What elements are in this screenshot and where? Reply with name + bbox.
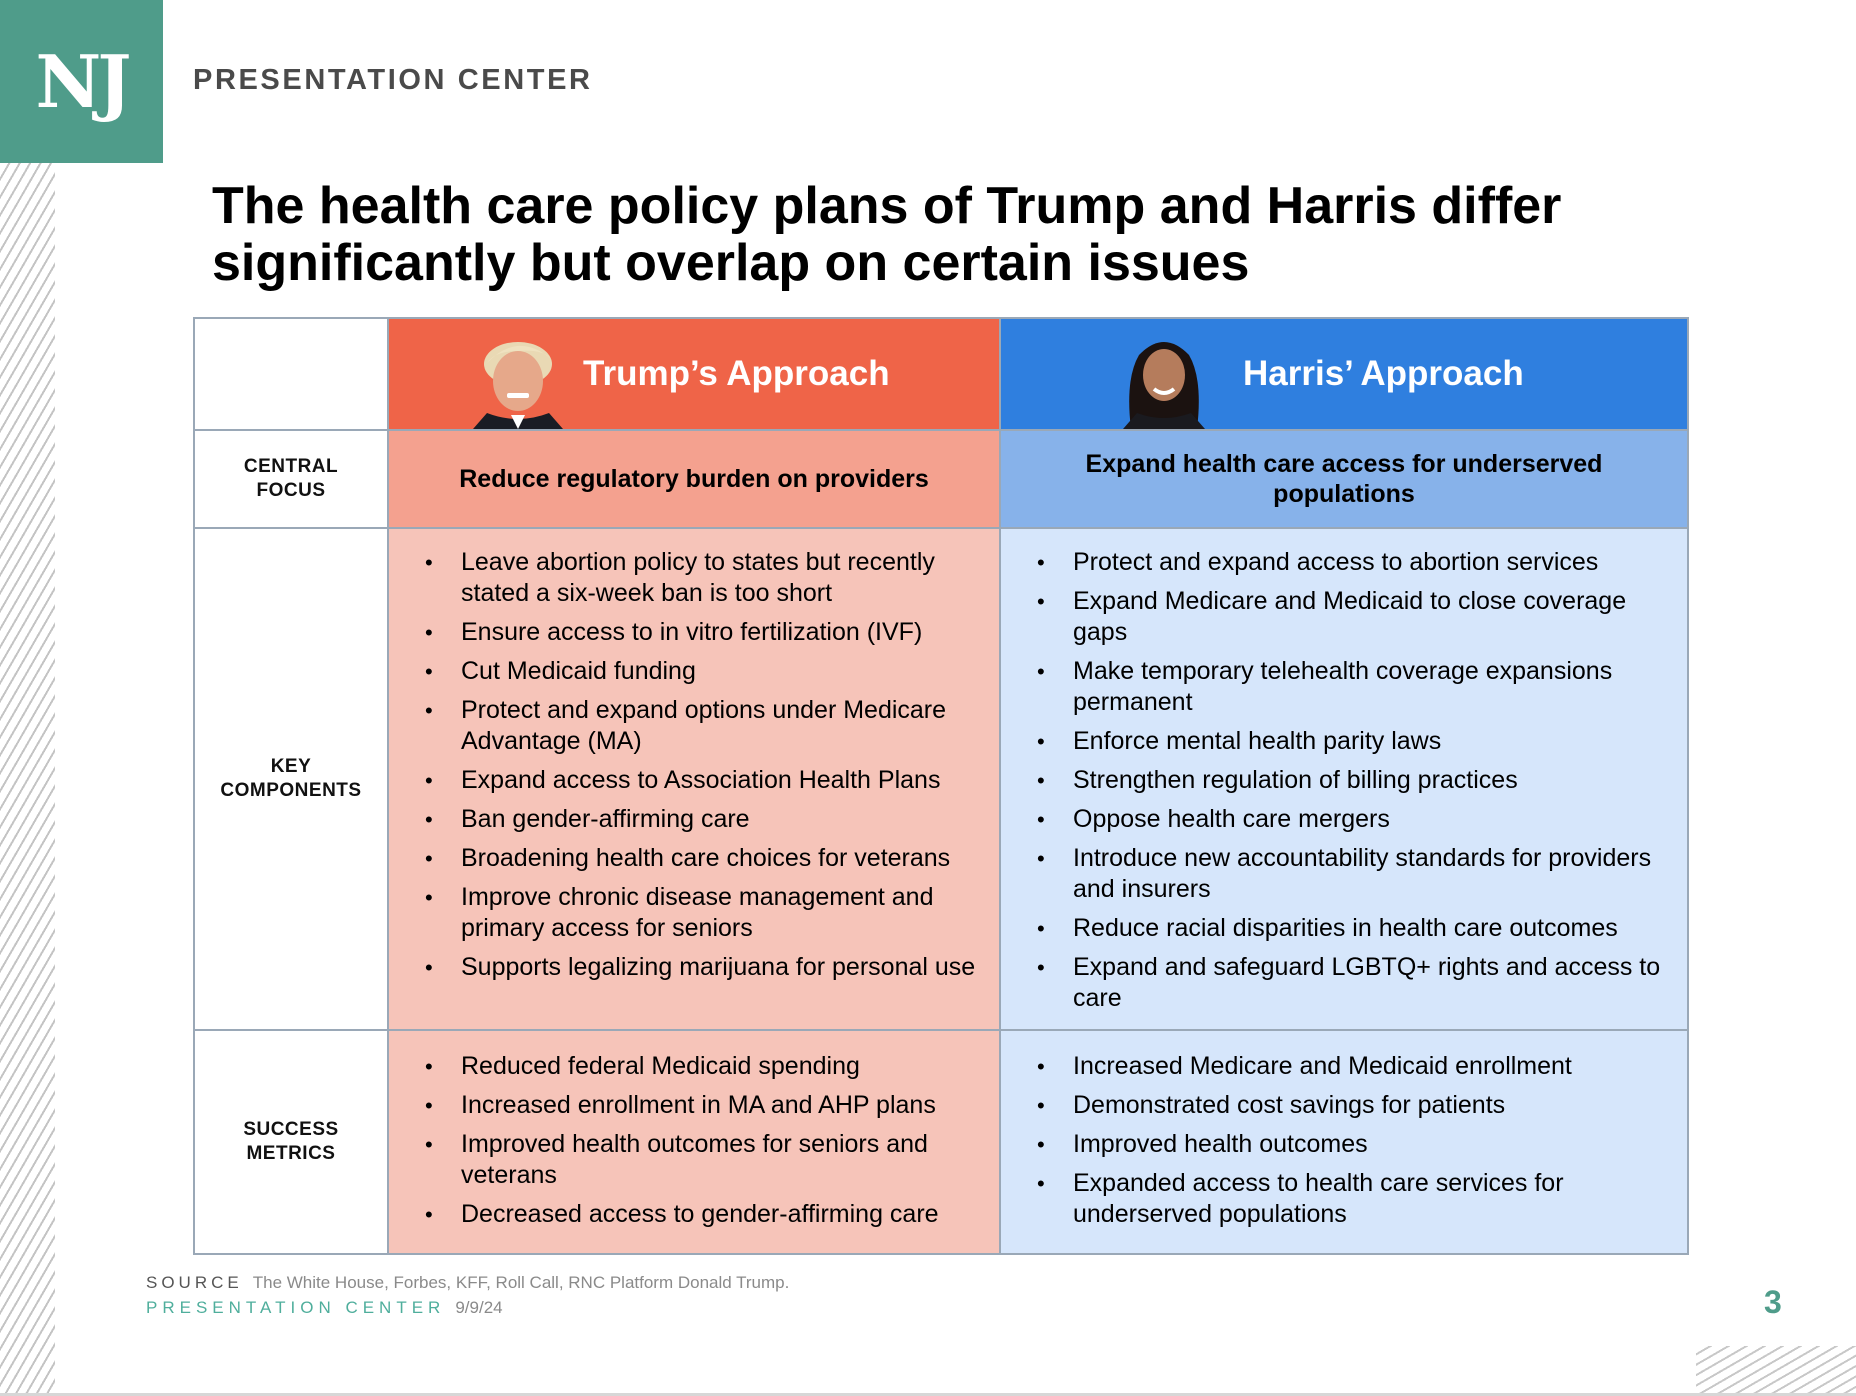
trump-success-metrics-list <box>425 1051 985 1238</box>
list-item: • Ban gender-affirming care <box>425 804 985 835</box>
list-item: • Strengthen regulation of billing practices <box>1037 765 1667 796</box>
list-item: • Reduced federal Medicaid spending <box>425 1051 985 1082</box>
harris-success-metrics-list <box>1037 1051 1667 1238</box>
list-item: • Cut Medicaid funding <box>425 656 985 687</box>
list-item: • Broadening health care choices for veterans <box>425 843 985 874</box>
harris-central-focus-text: Expand health care access for underserved populations <box>1085 450 1603 508</box>
list-item: • Protect and expand access to abortion services <box>1037 547 1667 578</box>
list-item: • Reduce racial disparities in health care outcomes <box>1037 913 1667 944</box>
row-label-line: COMPONENTS <box>220 780 362 801</box>
list-item: • Improved health outcomes for seniors and veterans <box>425 1129 985 1191</box>
list-item: • Leave abortion policy to states but recently stated a six-week ban is too short <box>425 547 985 609</box>
decorative-hatch-bottom-right <box>1696 1346 1856 1396</box>
footer-center-label: PRESENTATION CENTER <box>146 1298 446 1317</box>
trump-success-metrics <box>387 1029 1001 1255</box>
list-item: • Expand Medicare and Medicaid to close coverage gaps <box>1037 586 1667 648</box>
row-label-line: METRICS <box>246 1143 336 1164</box>
slide-title: The health care policy plans of Trump and Harris differ significantly but overlap on certain issues <box>212 177 1562 292</box>
trump-key-components <box>387 527 1001 1031</box>
list-item: • Enforce mental health parity laws <box>1037 726 1667 757</box>
trump-central-focus-text: Reduce regulatory burden on providers <box>459 465 929 493</box>
list-item: • Demonstrated cost savings for patients <box>1037 1090 1667 1121</box>
list-item: • Make temporary telehealth coverage expansions permanent <box>1037 656 1667 718</box>
trump-portrait-icon <box>473 329 563 429</box>
footer-date: 9/9/24 <box>455 1298 503 1317</box>
footer-line <box>146 1298 503 1318</box>
list-item: • Ensure access to in vitro fertilization (IVF) <box>425 617 985 648</box>
list-item: • Expand and safeguard LGBTQ+ rights and access to care <box>1037 952 1667 1014</box>
list-item: • Oppose health care mergers <box>1037 804 1667 835</box>
list-item: • Increased Medicare and Medicaid enrollment <box>1037 1051 1667 1082</box>
harris-header <box>999 317 1689 431</box>
row-label-line: CENTRAL <box>243 456 339 477</box>
row-label-central-focus <box>193 429 389 529</box>
harris-success-metrics <box>999 1029 1689 1255</box>
list-item: • Decreased access to gender-affirming care <box>425 1199 985 1230</box>
list-item: • Expand access to Association Health Plans <box>425 765 985 796</box>
list-item: • Expanded access to health care services for underserved populations <box>1037 1168 1667 1230</box>
list-item: • Improve chronic disease management and primary access for seniors <box>425 882 985 944</box>
list-item: • Protect and expand options under Medicare Advantage (MA) <box>425 695 985 757</box>
row-label-key-components <box>193 527 389 1031</box>
harris-central-focus <box>999 429 1689 529</box>
harris-key-components-list <box>1037 547 1667 1022</box>
comparison-table <box>193 317 1689 1255</box>
list-item: • Increased enrollment in MA and AHP plans <box>425 1090 985 1121</box>
source-text: The White House, Forbes, KFF, Roll Call, RNC Platform Donald Trump. <box>252 1273 790 1292</box>
trump-header-title: Trump’s Approach <box>583 354 890 393</box>
decorative-hatch-left <box>0 163 55 1396</box>
logo-text: NJ <box>35 39 128 124</box>
empty-corner-cell <box>193 317 389 431</box>
row-label-line: FOCUS <box>256 480 326 501</box>
row-label-line: KEY <box>270 756 312 777</box>
list-item: • Introduce new accountability standards for providers and insurers <box>1037 843 1667 905</box>
harris-header-title: Harris’ Approach <box>1243 354 1524 393</box>
harris-key-components <box>999 527 1689 1031</box>
source-line <box>146 1273 789 1293</box>
list-item: • Improved health outcomes <box>1037 1129 1667 1160</box>
trump-key-components-list <box>425 547 985 991</box>
trump-header <box>387 317 1001 431</box>
brand-name: PRESENTATION CENTER <box>193 64 593 96</box>
source-label: SOURCE <box>146 1273 243 1292</box>
harris-portrait-icon <box>1119 329 1209 429</box>
list-item: • Supports legalizing marijuana for personal use <box>425 952 985 983</box>
nj-logo <box>0 0 163 163</box>
page-number: 3 <box>1764 1284 1782 1320</box>
trump-central-focus <box>387 429 1001 529</box>
row-label-line: SUCCESS <box>243 1119 339 1140</box>
row-label-success-metrics <box>193 1029 389 1255</box>
